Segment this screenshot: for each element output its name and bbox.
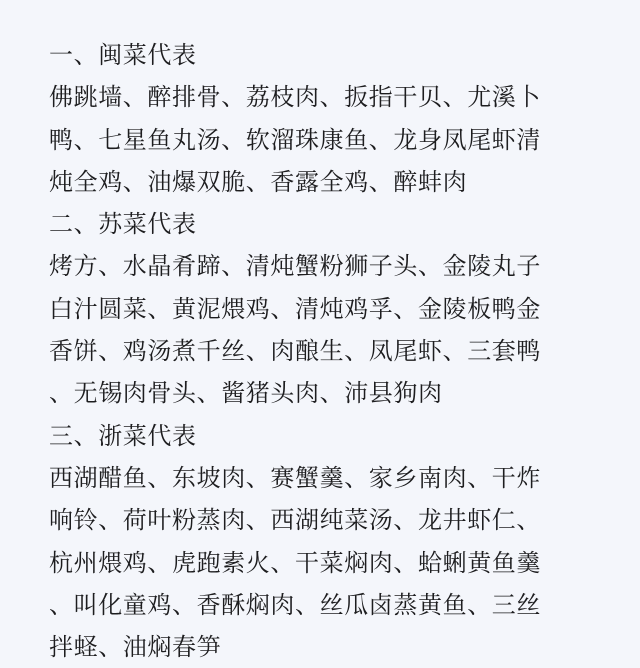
- section-heading-zhe-cuisine: 三、浙菜代表: [49, 421, 197, 450]
- text-line: 响铃、荷叶粉蒸肉、西湖纯菜汤、龙井虾仁、: [49, 506, 541, 535]
- text-line: 、叫化童鸡、香酥焖肉、丝瓜卤蒸黄鱼、三丝: [49, 590, 541, 619]
- text-line: 西湖醋鱼、东坡肉、赛蟹羹、家乡南肉、干炸: [49, 463, 541, 492]
- text-line: 白汁圆菜、黄泥煨鸡、清炖鸡孚、金陵板鸭金: [49, 294, 541, 323]
- text-line: 鸭、七星鱼丸汤、软溜珠康鱼、龙身凤尾虾清: [49, 125, 541, 154]
- text-line: 拌蛏、油焖春笋: [49, 633, 222, 662]
- text-line: 烤方、水晶肴蹄、清炖蟹粉狮子头、金陵丸子: [49, 252, 541, 281]
- text-line: 杭州煨鸡、虎跑素火、干菜焖肉、蛤蜊黄鱼羹: [49, 548, 541, 577]
- section-heading-su-cuisine: 二、苏菜代表: [49, 210, 197, 239]
- section-heading-min-cuisine: 一、闽菜代表: [49, 41, 197, 69]
- text-line: 香饼、鸡汤煮千丝、肉酿生、凤尾虾、三套鸭: [49, 337, 541, 366]
- text-line: 炖全鸡、油爆双脆、香露全鸡、醉蚌肉: [49, 167, 468, 196]
- document-body: [49, 34, 609, 668]
- text-line: 佛跳墙、醉排骨、荔枝肉、扳指干贝、尤溪卜: [49, 83, 541, 112]
- text-line: 、无锡肉骨头、酱猪头肉、沛县狗肉: [49, 379, 443, 408]
